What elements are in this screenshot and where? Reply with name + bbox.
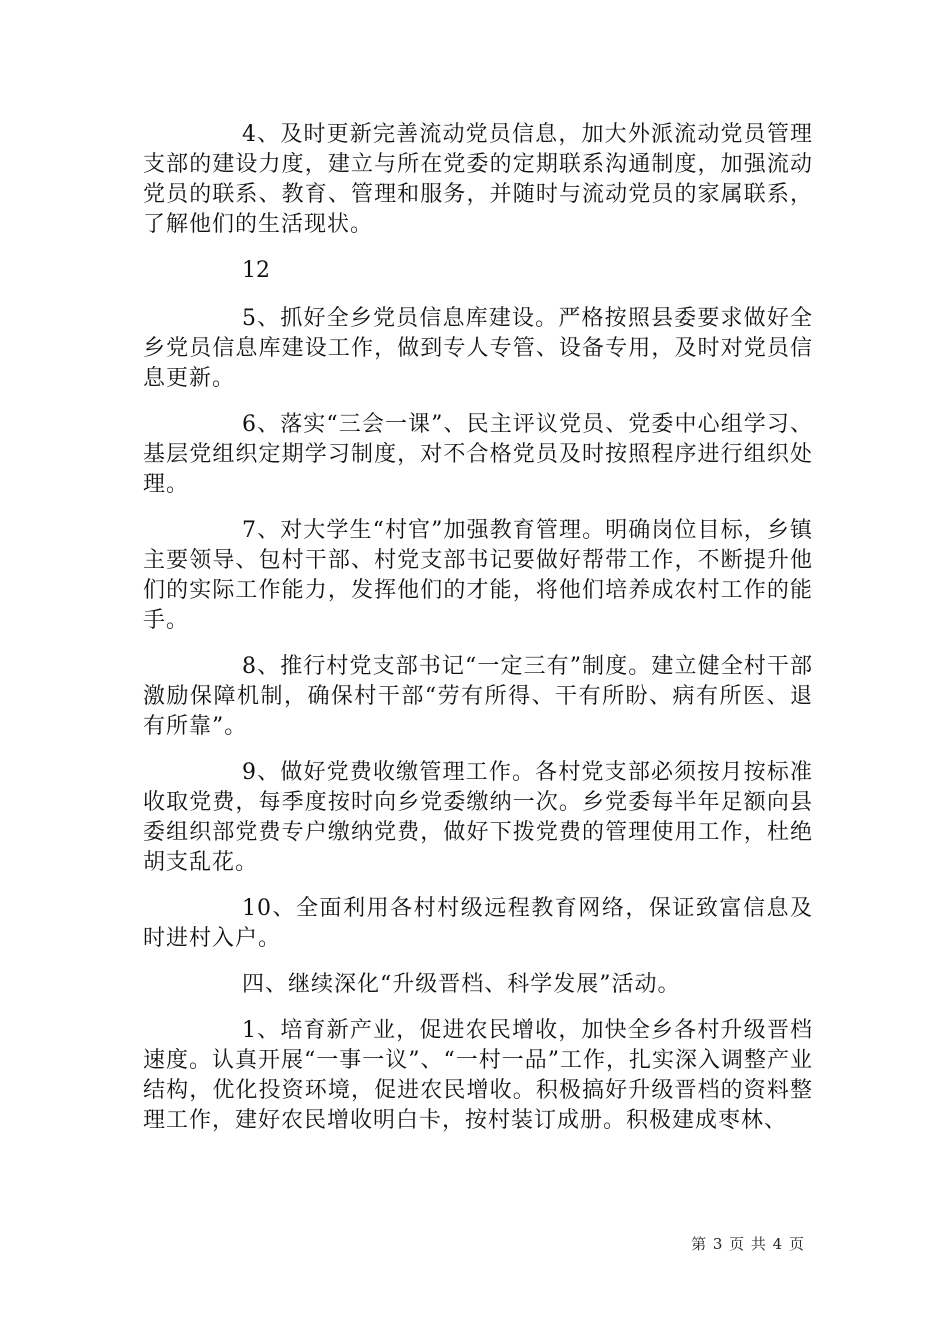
- paragraph-item-6: 6、落实“三会一课”、民主评议党员、党委中心组学习、基层党组织定期学习制度，对不合格党员及时按照程序进行组织处理。: [143, 412, 813, 497]
- paragraph-item-9: 9、做好党费收缴管理工作。各村党支部必须按月按标准收取党费，每季度按时向乡党委缴纳一次。乡党委每半年足额向县委组织部党费专户缴纳党费，做好下拨党费的管理使用工作，杜绝胡支乱花。: [143, 760, 813, 875]
- paragraph-item-5: 5、抓好全乡党员信息库建设。严格按照县委要求做好全乡党员信息库建设工作，做到专人专管、设备专用，及时对党员信息更新。: [143, 306, 813, 391]
- paragraph-item-10: 10、全面利用各村村级远程教育网络，保证致富信息及时进村入户。: [143, 896, 813, 951]
- document-body: [143, 120, 813, 1152]
- page-footer: 第 3 页 共 4 页: [691, 1235, 805, 1253]
- paragraph-item-4: 4、及时更新完善流动党员信息，加大外派流动党员管理支部的建设力度，建立与所在党委的定期联系沟通制度，加强流动党员的联系、教育、管理和服务，并随时与流动党员的家属联系，了解他们的生活现状。: [143, 122, 813, 237]
- stray-number: 12: [242, 258, 270, 283]
- paragraph-item-7: 7、对大学生“村官”加强教育管理。明确岗位目标，乡镇主要领导、包村干部、村党支部书记要做好帮带工作，不断提升他们的实际工作能力，发挥他们的才能，将他们培养成农村工作的能手。: [143, 518, 813, 633]
- section-heading-4: 四、继续深化“升级晋档、科学发展”活动。: [242, 972, 681, 997]
- section4-paragraph-1: 1、培育新产业，促进农民增收，加快全乡各村升级晋档速度。认真开展“一事一议”、“一村一品”工作，扎实深入调整产业结构，优化投资环境，促进农民增收。积极搞好升级晋档的资料整理工作，建好农民增收明白卡，按村装订成册。积极建成枣林、: [143, 1018, 813, 1133]
- paragraph-item-8: 8、推行村党支部书记“一定三有”制度。建立健全村干部激励保障机制，确保村干部“劳有所得、干有所盼、病有所医、退有所靠”。: [143, 654, 813, 739]
